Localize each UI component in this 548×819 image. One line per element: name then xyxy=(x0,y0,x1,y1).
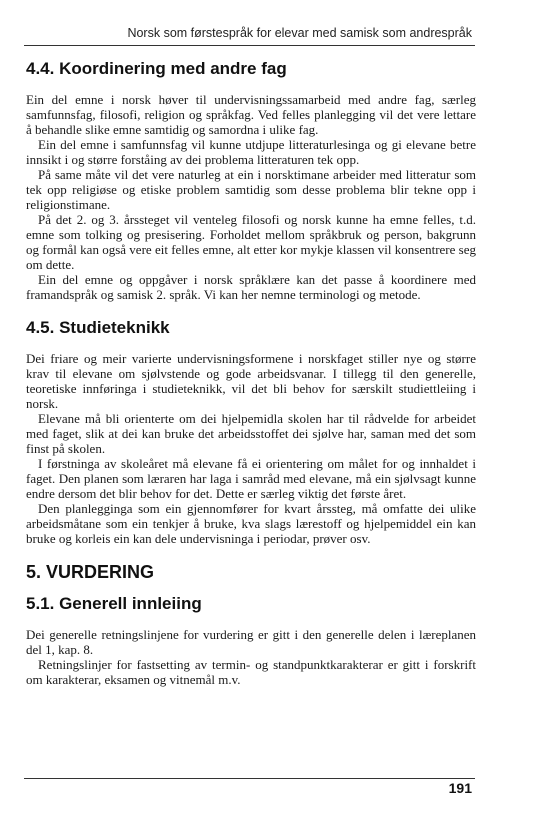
paragraph: Dei friare og meir varierte undervisningsformene i norskfaget stiller nye og større krav til elevane om sjølvstendе og gode arbeidsvanar. I tillegg til den generelle, teoretiske innføringa i studieteknikk, vil det bli behov for særskilt studiettleiing i norsk. xyxy=(26,351,476,411)
paragraph: På same måte vil det vere naturleg at ein i norsktimane arbeider med litteratur som tek opp religiøse og etiske problem samtidig som desse problema blir tekne opp i religionstimane. xyxy=(26,167,476,212)
section-heading-studieteknikk: 4.5. Studieteknikk xyxy=(26,318,170,337)
paragraph: Ein del emne i samfunnsfag vil kunne utdjupe litteraturlesinga og gi elevane betre innsikt i og større forståing av dei problema litteraturen tek opp. xyxy=(26,137,476,167)
footer-divider xyxy=(24,778,475,779)
paragraph: Den planlegginga som ein gjennomfører for kvart årssteg, må omfatte dei ulike arbeidsmåtane som ein tenkjer å bruke, kva slags lærestoff og hjelpemiddel ein kan bruke og korleis ein kan dele undervisninga i periodar, prøver osv. xyxy=(26,501,476,546)
paragraph: Elevane må bli orienterte om dei hjelpemidla skolen har til rådvelde for arbeidet med faget, slik at dei kan bruke det arbeidsstoffet dei sjølve har, saman med det som finst på skolen. xyxy=(26,411,476,456)
paragraph: Ein del emne i norsk høver til undervisningssamarbeid med andre fag, særleg samfunnsfag, filosofi, religion og språkfag. Ved felles planlegging vil det vere lettare å behandle slike emne samtidig og samordna i ulike fag. xyxy=(26,92,476,137)
page-content xyxy=(26,58,476,687)
paragraph: Retningslinjer for fastsetting av termin- og standpunktkarakterar er gitt i forskrift om karakterar, eksamen og vitnemål m.v. xyxy=(26,657,476,687)
paragraph: Ein del emne og oppgåver i norsk språklære kan det passe å koordinere med framandspråk og samisk 2. språk. Vi kan her nemne terminologi og metode. xyxy=(26,272,476,302)
header-divider xyxy=(24,45,475,46)
section-heading-koordinering: 4.4. Koordinering med andre fag xyxy=(26,59,287,78)
chapter-heading-vurdering: 5. VURDERING xyxy=(26,562,155,582)
page-number: 191 xyxy=(448,780,472,796)
paragraph: Dei generelle retningslinjene for vurdering er gitt i den generelle delen i læreplanen del 1, kap. 8. xyxy=(26,627,476,657)
section-heading-generell-innleiing: 5.1. Generell innleiing xyxy=(26,594,202,613)
running-header: Norsk som førstespråk for elevar med samisk som andrespråk xyxy=(127,26,472,40)
paragraph: På det 2. og 3. årssteget vil venteleg filosofi og norsk kunne ha emne felles, t.d. emne som tolking og presisering. Forholdet mellom språkbruk og person, bakgrunn og formål kan også vere eit felles emne, alt etter kor mykje klassen vil konsentrere seg om dette. xyxy=(26,212,476,272)
paragraph: I førstninga av skoleåret må elevane få ei orientering om målet for og innhaldet i faget. Den planen som læraren har laga i samråd med elevane, må ein sjølvsagt kunne endre dersom det blir behov for det. Dette er særleg viktig det første året. xyxy=(26,456,476,501)
